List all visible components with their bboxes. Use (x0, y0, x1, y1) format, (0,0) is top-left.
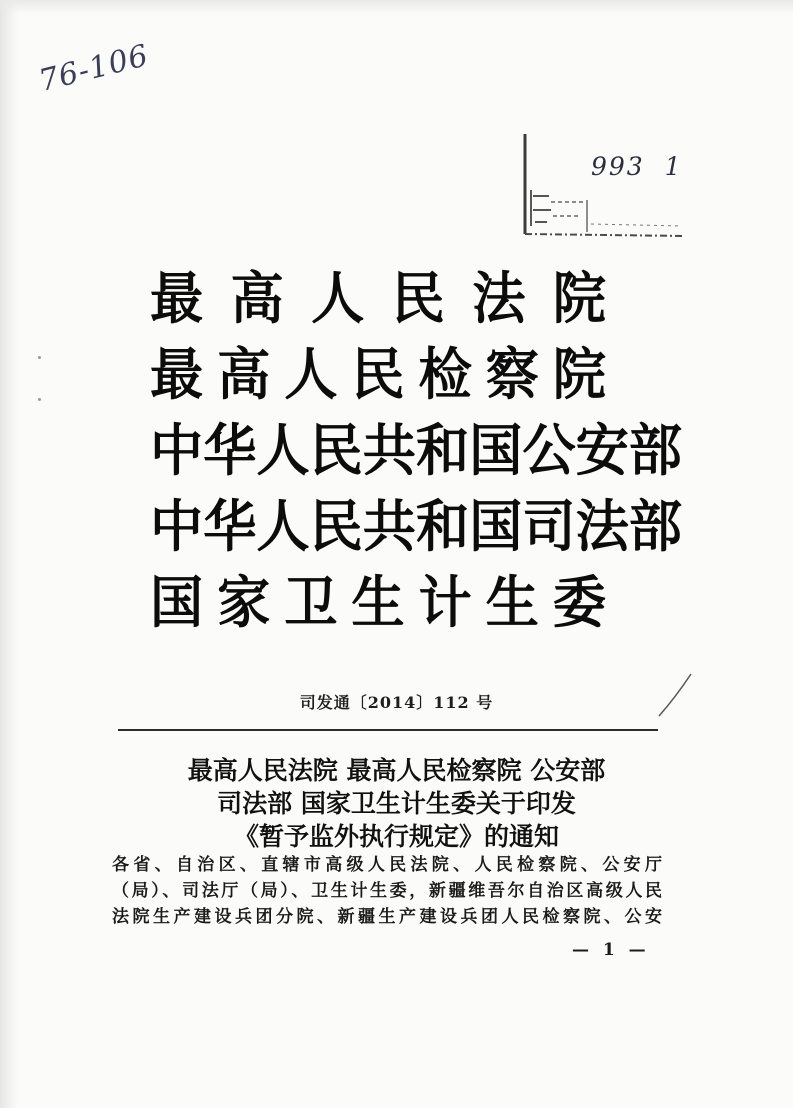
page-number: — 1 — (572, 940, 650, 960)
handwritten-note: 76-106 (35, 38, 153, 99)
scan-shadow-top (0, 0, 793, 14)
notice-body (112, 852, 662, 930)
issuer-line: 国家卫生计生委 (150, 571, 606, 636)
body-line: 法院生产建设兵团分院、新疆生产建设兵团人民检察院、公安 (112, 907, 662, 927)
issuer-line: 最高人民法院 (150, 267, 606, 332)
issuing-authorities (150, 262, 682, 642)
scan-speck (38, 398, 41, 401)
header-divider (118, 729, 658, 731)
scan-speck (38, 356, 41, 359)
notice-title (0, 754, 793, 853)
scan-shadow-left (0, 0, 18, 1108)
document-number: 司发通〔2014〕112 号 (299, 693, 494, 712)
issuer-line: 最高人民检察院 (150, 343, 606, 408)
issuer-line: 中华人民共和国司法部 (150, 495, 682, 560)
body-line: 各省、自治区、直辖市高级人民法院、人民检察院、公安厅 (112, 855, 662, 875)
body-line: （局）、司法厅（局）、卫生计生委，新疆维吾尔自治区高级人民 (112, 881, 662, 901)
received-stamp (521, 130, 689, 242)
stamp-frame (521, 130, 689, 242)
issuer-line: 中华人民共和国公安部 (150, 419, 682, 484)
notice-title-line: 司法部 国家卫生计生委关于印发 (217, 789, 576, 818)
notice-title-line: 最高人民法院 最高人民检察院 公安部 (187, 756, 606, 785)
stamp-handwritten-number: 993 1 (591, 152, 683, 181)
notice-title-line: 《暂予监外执行规定》的通知 (233, 822, 559, 851)
